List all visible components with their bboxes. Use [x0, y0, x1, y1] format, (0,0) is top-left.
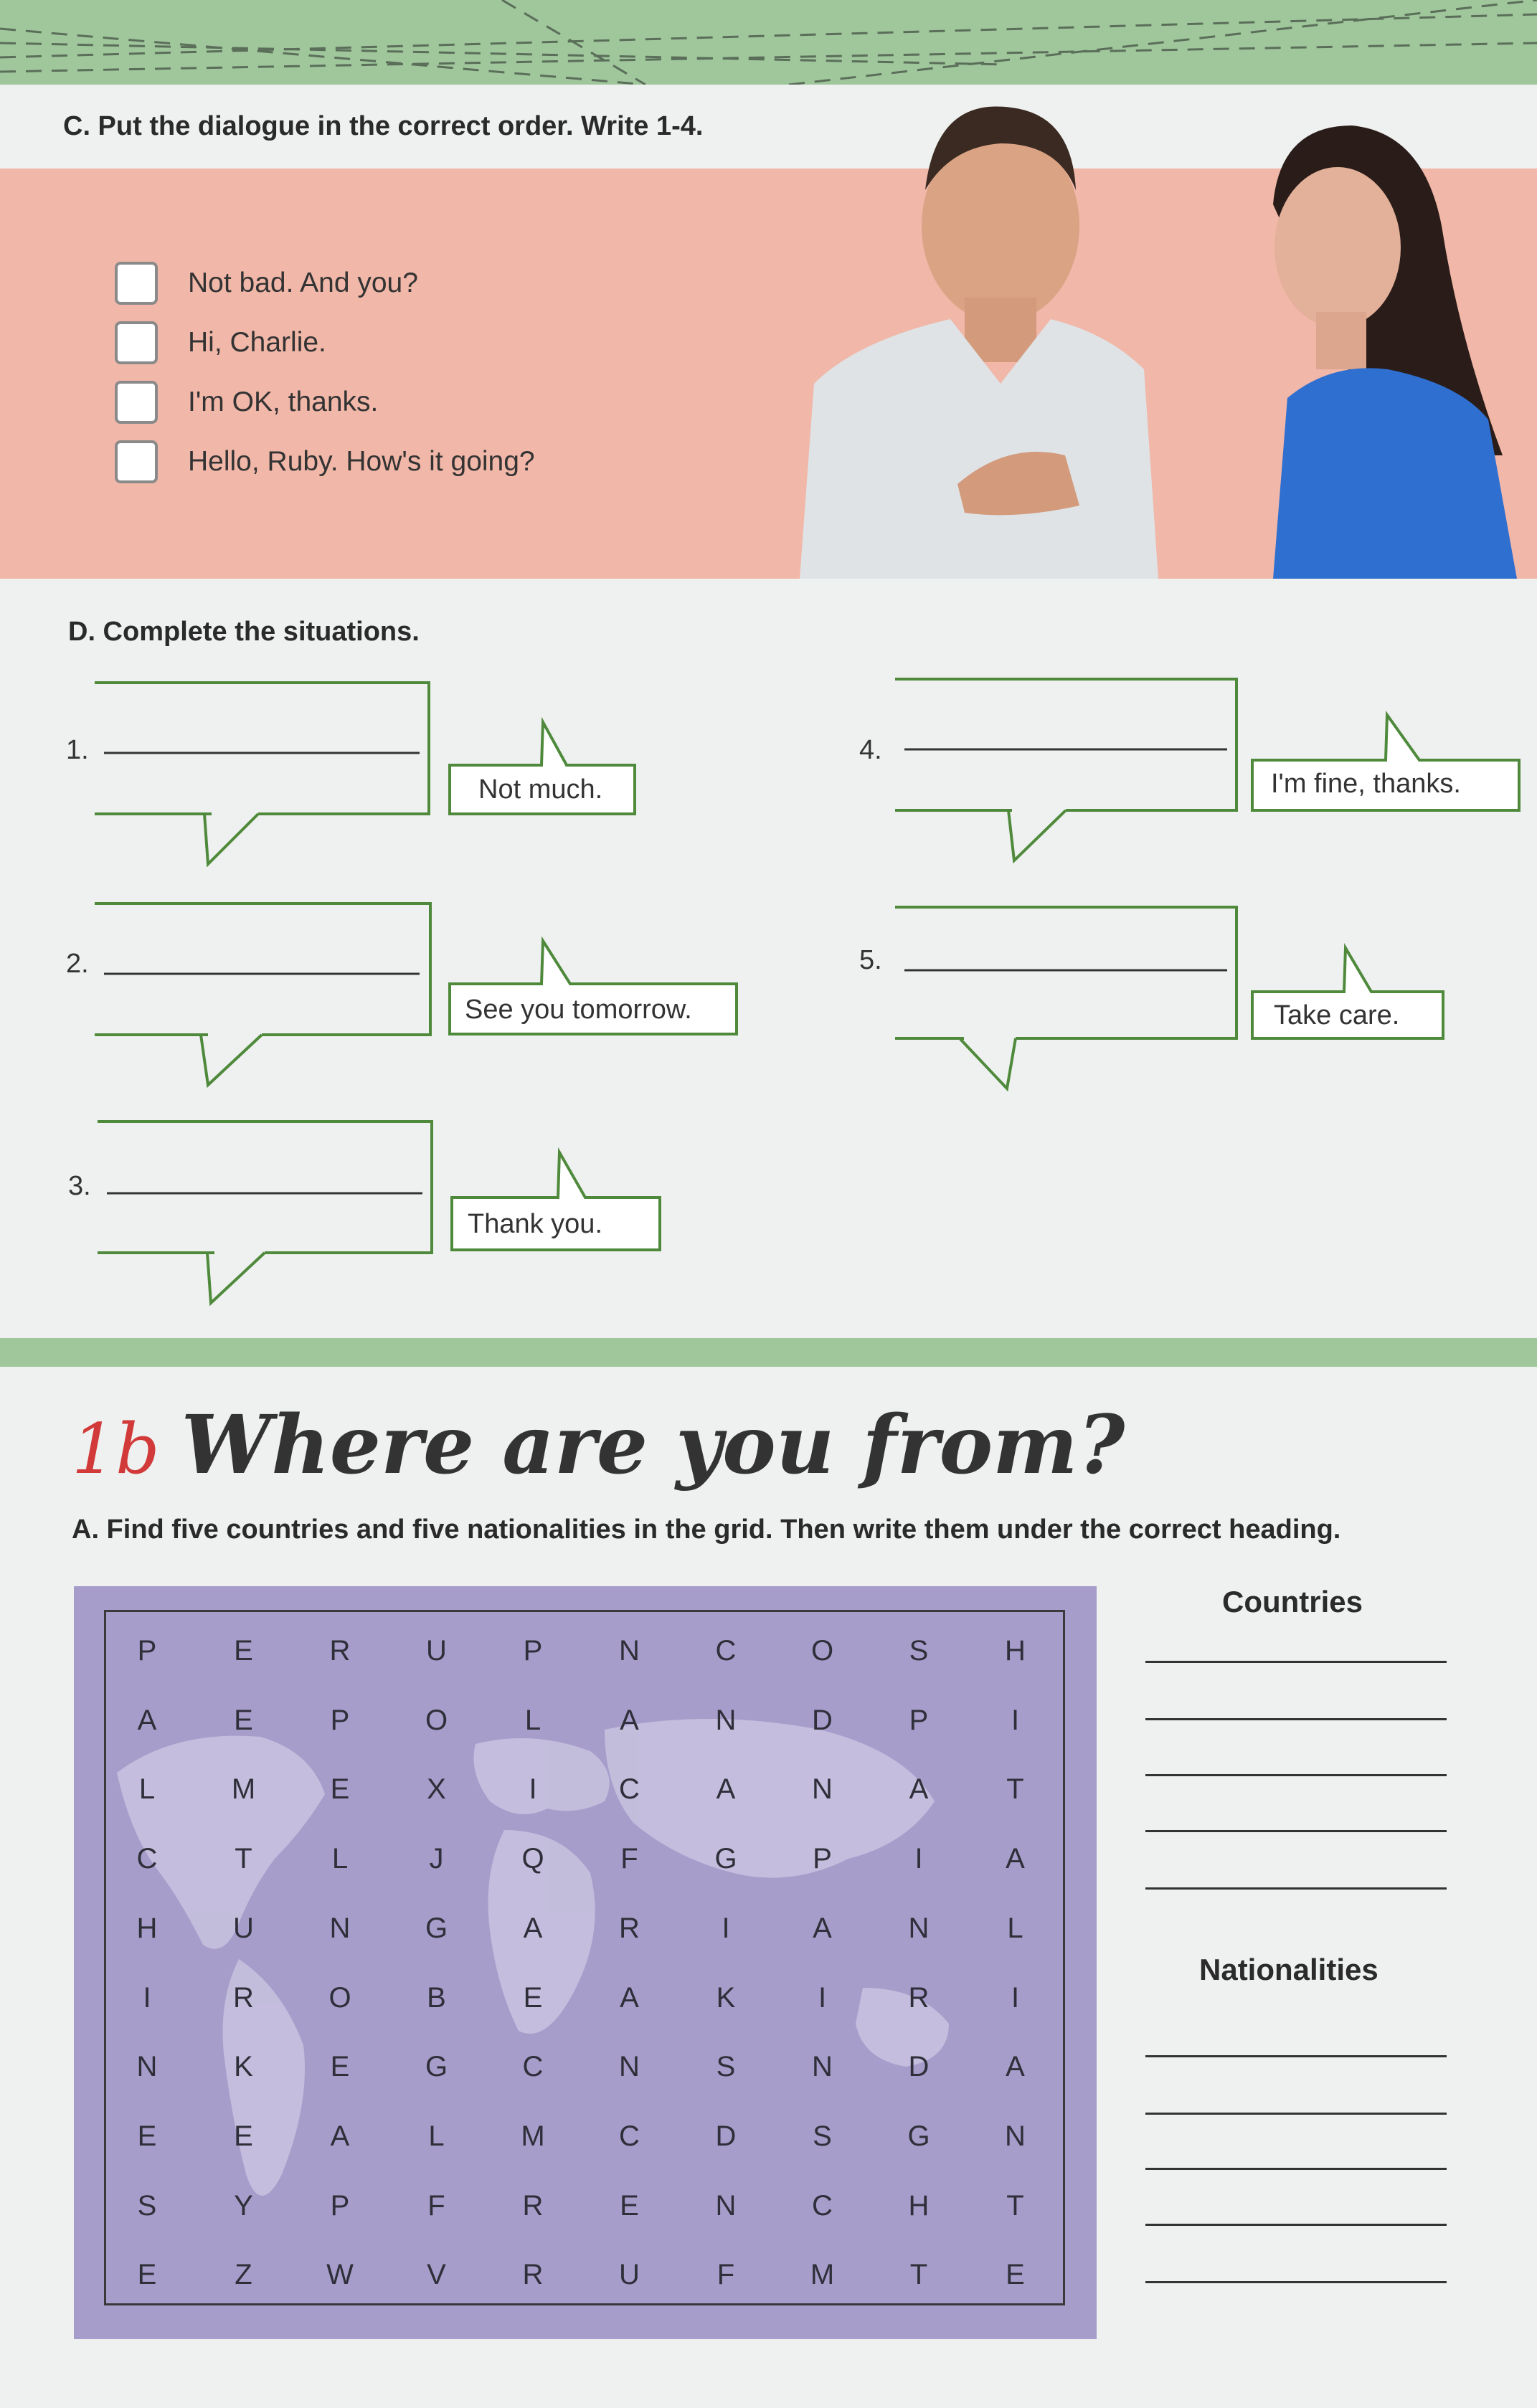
grid-letter[interactable]: I [143, 1981, 151, 2014]
top-decorative-band [0, 0, 1537, 85]
grid-letter[interactable]: A [523, 1912, 543, 1944]
grid-letter[interactable]: H [908, 2189, 930, 2222]
speech-bubble-4 [894, 678, 1238, 871]
grid-letter[interactable]: T [1006, 2189, 1024, 2222]
grid-letter[interactable]: U [619, 2259, 640, 2291]
grid-letter[interactable]: F [427, 2189, 445, 2222]
grid-letter[interactable]: N [619, 2051, 640, 2083]
grid-letter[interactable]: V [427, 2259, 446, 2291]
grid-letter[interactable]: I [1011, 1704, 1020, 1736]
grid-letter[interactable]: O [328, 1981, 351, 2014]
order-box-4[interactable] [115, 440, 158, 483]
nationality-answer-line[interactable] [1145, 2113, 1447, 2115]
grid-letter[interactable]: E [234, 1704, 253, 1736]
dialogue-line-text: I'm OK, thanks. [188, 387, 379, 417]
situation-number: 3. [68, 1171, 91, 1201]
grid-letter[interactable]: A [813, 1912, 832, 1944]
speech-bubble-3 [96, 1120, 440, 1314]
grid-letter[interactable]: I [818, 1981, 827, 2014]
grid-letter[interactable]: T [909, 2259, 928, 2291]
grid-letter[interactable]: C [812, 2189, 833, 2222]
nationality-answer-line[interactable] [1145, 2281, 1447, 2283]
grid-letter[interactable]: Q [521, 1843, 544, 1875]
country-answer-line[interactable] [1145, 1718, 1447, 1720]
grid-letter[interactable]: O [810, 1635, 834, 1667]
grid-letter[interactable]: L [524, 1704, 542, 1736]
grid-letter[interactable]: R [522, 2259, 544, 2291]
dialogue-line-text: Not bad. And you? [188, 267, 418, 298]
grid-letter[interactable]: F [717, 2259, 735, 2291]
grid-letter[interactable]: R [522, 2189, 544, 2222]
grid-letter[interactable]: C [715, 1635, 737, 1667]
answer-field-2[interactable] [103, 963, 419, 985]
grid-letter[interactable]: G [907, 2120, 930, 2152]
grid-letter[interactable]: Y [234, 2189, 253, 2222]
grid-letter[interactable]: U [426, 1635, 447, 1667]
order-box-1[interactable] [115, 262, 158, 305]
grid-letter[interactable]: E [620, 2189, 639, 2222]
grid-letter[interactable]: S [716, 2051, 736, 2083]
grid-letter[interactable]: J [429, 1843, 444, 1875]
grid-letter[interactable]: N [715, 1704, 737, 1736]
section-d-heading: D. Complete the situations. [68, 617, 420, 647]
speech-bubble-1 [93, 681, 438, 875]
reply-text: Not much. [478, 774, 603, 805]
grid-letter[interactable]: C [619, 1773, 640, 1806]
dialogue-line-1 [115, 262, 418, 305]
grid-letter[interactable]: P [137, 1635, 157, 1667]
grid-letter[interactable]: F [620, 1843, 638, 1875]
country-answer-line[interactable] [1145, 1774, 1447, 1776]
grid-letter[interactable]: E [523, 1981, 543, 2014]
grid-letter[interactable]: A [620, 1704, 639, 1736]
grid-letter[interactable]: R [233, 1981, 254, 2014]
answer-field-5[interactable] [904, 949, 1226, 970]
grid-letter[interactable]: A [716, 1773, 736, 1806]
grid-letter[interactable]: C [522, 2051, 544, 2083]
country-answer-line[interactable] [1145, 1661, 1447, 1663]
grid-letter[interactable]: M [231, 1773, 256, 1806]
grid-letter[interactable]: P [813, 1843, 832, 1875]
reply-text: Thank you. [468, 1209, 602, 1239]
grid-letter[interactable]: E [234, 1635, 253, 1667]
grid-letter[interactable]: I [722, 1912, 730, 1944]
grid-letter[interactable]: S [909, 1635, 929, 1667]
dialogue-line-text: Hi, Charlie. [188, 327, 326, 358]
grid-letter[interactable]: O [425, 1704, 448, 1736]
grid-letter[interactable]: P [909, 1704, 929, 1736]
grid-letter[interactable]: A [330, 2120, 350, 2152]
country-answer-line[interactable] [1145, 1830, 1447, 1832]
dialogue-line-4 [115, 440, 535, 483]
grid-letter[interactable]: N [908, 1912, 930, 1944]
grid-letter[interactable]: R [908, 1981, 930, 2014]
speech-bubble-2 [93, 902, 438, 1096]
grid-letter[interactable]: G [425, 2051, 448, 2083]
grid-letter[interactable]: G [714, 1843, 737, 1875]
grid-letter[interactable]: B [427, 1981, 446, 2014]
grid-letter[interactable]: E [137, 2259, 157, 2291]
grid-letter[interactable]: I [1011, 1981, 1020, 2014]
grid-letter[interactable]: C [136, 1843, 158, 1875]
grid-letter[interactable]: N [812, 1773, 833, 1806]
countries-heading: Countries [1222, 1585, 1363, 1618]
grid-letter[interactable]: Z [235, 2259, 252, 2291]
nationalities-heading: Nationalities [1199, 1953, 1378, 1986]
grid-letter[interactable]: M [521, 2120, 545, 2152]
grid-letter[interactable]: E [137, 2120, 157, 2152]
grid-letter[interactable]: P [523, 1635, 543, 1667]
section-a-heading: A. Find five countries and five nationalities in the grid. Then write them under the correct heading. [72, 1515, 1341, 1545]
grid-letter[interactable]: U [233, 1912, 254, 1944]
lesson-title-text: Where are you from? [181, 1398, 1125, 1492]
grid-letter[interactable]: X [427, 1773, 446, 1806]
grid-letter[interactable]: H [136, 1912, 158, 1944]
grid-letter[interactable]: H [1005, 1635, 1026, 1667]
grid-letter[interactable]: L [138, 1773, 156, 1806]
nationality-answer-line[interactable] [1145, 2168, 1447, 2170]
grid-letter[interactable]: A [909, 1773, 929, 1806]
grid-letter[interactable]: I [914, 1843, 923, 1875]
nationality-answer-line[interactable] [1145, 2055, 1447, 2057]
order-box-2[interactable] [115, 321, 158, 364]
lesson-title [72, 1398, 1125, 1492]
grid-letter[interactable]: N [619, 1635, 640, 1667]
grid-letter[interactable]: S [813, 2120, 832, 2152]
grid-letter[interactable]: N [136, 2051, 158, 2083]
grid-letter[interactable]: A [620, 1981, 639, 2014]
reply-text: See you tomorrow. [465, 995, 692, 1025]
country-answer-line[interactable] [1145, 1887, 1447, 1890]
grid-letter[interactable]: P [330, 1704, 350, 1736]
situation-number: 1. [66, 735, 89, 765]
situation-number: 5. [859, 945, 882, 975]
grid-letter[interactable]: K [234, 2051, 253, 2083]
grid-letter[interactable]: N [812, 2051, 833, 2083]
grid-letter[interactable]: E [330, 1773, 350, 1806]
grid-letter[interactable]: M [810, 2259, 835, 2291]
grid-letter[interactable]: P [330, 2189, 350, 2222]
grid-letter[interactable]: D [908, 2051, 930, 2083]
grid-letter[interactable]: E [234, 2120, 253, 2152]
grid-letter[interactable]: A [137, 1704, 157, 1736]
grid-letter[interactable]: E [330, 2051, 350, 2083]
reply-bubble-1 [448, 721, 642, 821]
grid-letter[interactable]: L [1007, 1912, 1023, 1944]
grid-letter[interactable]: I [529, 1773, 537, 1806]
grid-letter[interactable]: D [812, 1704, 833, 1736]
speech-bubble-5 [894, 906, 1238, 1099]
grid-letter[interactable]: C [619, 2120, 640, 2152]
grid-letter[interactable]: A [1006, 2051, 1025, 2083]
dialogue-line-2 [115, 321, 326, 364]
grid-letter[interactable]: R [329, 1635, 351, 1667]
lesson-number: 1b [72, 1409, 160, 1489]
grid-letter[interactable]: L [331, 1843, 349, 1875]
answer-field-3[interactable] [106, 1183, 422, 1205]
nationality-answer-line[interactable] [1145, 2224, 1447, 2226]
order-box-3[interactable] [115, 381, 158, 424]
grid-letter[interactable]: R [619, 1912, 640, 1944]
situation-number: 2. [66, 949, 89, 979]
people-talking-photo [771, 82, 1537, 579]
answer-field-4[interactable] [904, 746, 1226, 767]
situation-number: 4. [859, 735, 882, 765]
dialogue-line-3 [115, 381, 378, 424]
grid-letter[interactable]: T [1006, 1773, 1024, 1806]
reply-text: Take care. [1274, 1000, 1400, 1030]
grid-letter[interactable]: L [428, 2120, 445, 2152]
grid-letter[interactable]: E [1006, 2259, 1025, 2291]
grid-letter[interactable]: A [1006, 1843, 1025, 1875]
grid-letter[interactable]: G [425, 1912, 448, 1944]
grid-letter[interactable]: N [329, 1912, 351, 1944]
section-c-heading: C. Put the dialogue in the correct order. Write 1-4. [63, 111, 704, 141]
grid-letter[interactable]: D [715, 2120, 737, 2152]
grid-letter[interactable]: W [326, 2259, 354, 2291]
grid-letter[interactable]: N [1005, 2120, 1026, 2152]
grid-letter[interactable]: S [137, 2189, 157, 2222]
dialogue-line-text: Hello, Ruby. How's it going? [188, 446, 535, 477]
section-divider-band [0, 1338, 1537, 1367]
reply-text: I'm fine, thanks. [1271, 769, 1461, 799]
grid-letter[interactable]: N [715, 2189, 737, 2222]
answer-field-1[interactable] [103, 749, 419, 771]
grid-letter[interactable]: K [716, 1981, 736, 2014]
grid-letter[interactable]: T [235, 1843, 252, 1875]
